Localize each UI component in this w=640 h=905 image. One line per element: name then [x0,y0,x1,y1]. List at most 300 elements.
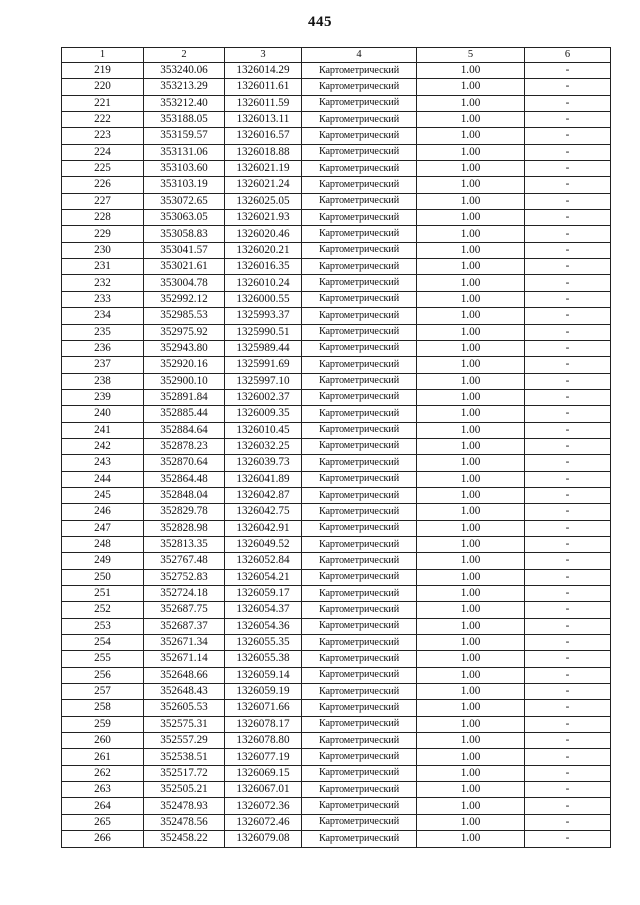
cell-point-number: 232 [62,275,144,291]
cell-accuracy: 1.00 [417,340,525,356]
cell-description: - [525,667,611,683]
cell-point-number: 247 [62,520,144,536]
cell-accuracy: 1.00 [417,782,525,798]
cell-description: - [525,635,611,651]
cell-description: - [525,814,611,830]
cell-x: 352864.48 [144,471,225,487]
cell-method: Картометрический [302,210,417,226]
cell-x: 352517.72 [144,765,225,781]
cell-accuracy: 1.00 [417,602,525,618]
cell-method: Картометрический [302,651,417,667]
cell-y: 1326020.46 [225,226,302,242]
page-number: 445 [308,14,332,30]
cell-accuracy: 1.00 [417,275,525,291]
cell-method: Картометрический [302,438,417,454]
cell-x: 353041.57 [144,242,225,258]
cell-point-number: 235 [62,324,144,340]
table-row [62,373,611,389]
cell-method: Картометрический [302,95,417,111]
table-row [62,471,611,487]
cell-method: Картометрический [302,765,417,781]
cell-point-number: 227 [62,193,144,209]
cell-method: Картометрический [302,733,417,749]
cell-point-number: 226 [62,177,144,193]
cell-method: Картометрический [302,635,417,651]
cell-method: Картометрический [302,814,417,830]
cell-x: 352985.53 [144,308,225,324]
table-row [62,79,611,95]
cell-method: Картометрический [302,782,417,798]
cell-point-number: 263 [62,782,144,798]
cell-y: 1326079.08 [225,831,302,847]
cell-x: 352752.83 [144,569,225,585]
cell-method: Картометрический [302,700,417,716]
cell-point-number: 238 [62,373,144,389]
cell-point-number: 256 [62,667,144,683]
table-row [62,242,611,258]
cell-point-number: 225 [62,161,144,177]
cell-point-number: 265 [62,814,144,830]
table-row [62,602,611,618]
table-row [62,651,611,667]
table-row [62,340,611,356]
cell-y: 1326011.59 [225,95,302,111]
cell-method: Картометрический [302,471,417,487]
cell-y: 1326042.75 [225,504,302,520]
cell-method: Картометрический [302,553,417,569]
table-body [62,63,611,848]
cell-description: - [525,504,611,520]
table-row [62,569,611,585]
cell-x: 353103.19 [144,177,225,193]
table-row [62,438,611,454]
cell-y: 1325990.51 [225,324,302,340]
cell-y: 1326013.11 [225,112,302,128]
cell-accuracy: 1.00 [417,226,525,242]
cell-y: 1326020.21 [225,242,302,258]
cell-accuracy: 1.00 [417,831,525,847]
cell-accuracy: 1.00 [417,112,525,128]
cell-point-number: 236 [62,340,144,356]
cell-y: 1326021.19 [225,161,302,177]
cell-x: 353213.29 [144,79,225,95]
cell-point-number: 241 [62,422,144,438]
cell-method: Картометрический [302,226,417,242]
cell-point-number: 244 [62,471,144,487]
cell-x: 352767.48 [144,553,225,569]
cell-description: - [525,422,611,438]
cell-point-number: 240 [62,406,144,422]
cell-y: 1326042.87 [225,487,302,503]
table-row [62,749,611,765]
cell-y: 1326055.38 [225,651,302,667]
cell-method: Картометрический [302,716,417,732]
cell-x: 353131.06 [144,144,225,160]
cell-x: 353212.40 [144,95,225,111]
cell-point-number: 229 [62,226,144,242]
cell-accuracy: 1.00 [417,733,525,749]
cell-y: 1326000.55 [225,291,302,307]
table-row [62,128,611,144]
cell-accuracy: 1.00 [417,438,525,454]
cell-point-number: 258 [62,700,144,716]
cell-description: - [525,242,611,258]
cell-accuracy: 1.00 [417,536,525,552]
cell-x: 352605.53 [144,700,225,716]
cell-x: 352813.35 [144,536,225,552]
cell-method: Картометрический [302,340,417,356]
cell-method: Картометрический [302,242,417,258]
cell-y: 1326041.89 [225,471,302,487]
table-row [62,161,611,177]
table-row [62,275,611,291]
table-row [62,814,611,830]
cell-y: 1326072.36 [225,798,302,814]
table-header-row [62,48,611,63]
cell-method: Картометрический [302,667,417,683]
cell-y: 1326054.36 [225,618,302,634]
cell-method: Картометрический [302,275,417,291]
cell-x: 353063.05 [144,210,225,226]
cell-description: - [525,144,611,160]
cell-method: Картометрический [302,357,417,373]
cell-method: Картометрический [302,520,417,536]
cell-x: 352878.23 [144,438,225,454]
cell-x: 353240.06 [144,63,225,79]
column-header-y: 3 [225,48,302,63]
cell-y: 1326059.19 [225,684,302,700]
cell-description: - [525,128,611,144]
cell-x: 352885.44 [144,406,225,422]
cell-y: 1326054.37 [225,602,302,618]
cell-accuracy: 1.00 [417,79,525,95]
table-row [62,193,611,209]
cell-point-number: 264 [62,798,144,814]
table-row [62,684,611,700]
column-header-point-number: 1 [62,48,144,63]
table-row [62,95,611,111]
cell-description: - [525,95,611,111]
cell-description: - [525,586,611,602]
cell-accuracy: 1.00 [417,487,525,503]
cell-x: 353072.65 [144,193,225,209]
table-row [62,782,611,798]
cell-accuracy: 1.00 [417,406,525,422]
cell-method: Картометрический [302,569,417,585]
table-row [62,716,611,732]
cell-y: 1326042.91 [225,520,302,536]
table-row [62,455,611,471]
table-row [62,210,611,226]
cell-point-number: 223 [62,128,144,144]
cell-point-number: 250 [62,569,144,585]
cell-description: - [525,79,611,95]
cell-method: Картометрический [302,406,417,422]
table-row [62,357,611,373]
cell-accuracy: 1.00 [417,389,525,405]
cell-method: Картометрический [302,79,417,95]
cell-accuracy: 1.00 [417,553,525,569]
table-row [62,553,611,569]
cell-description: - [525,373,611,389]
cell-point-number: 248 [62,536,144,552]
cell-x: 352671.14 [144,651,225,667]
cell-accuracy: 1.00 [417,210,525,226]
cell-point-number: 221 [62,95,144,111]
cell-description: - [525,226,611,242]
cell-description: - [525,618,611,634]
cell-x: 352848.04 [144,487,225,503]
cell-description: - [525,471,611,487]
cell-accuracy: 1.00 [417,95,525,111]
cell-x: 352992.12 [144,291,225,307]
cell-point-number: 266 [62,831,144,847]
cell-y: 1326072.46 [225,814,302,830]
cell-method: Картометрический [302,422,417,438]
cell-x: 352828.98 [144,520,225,536]
table-row [62,63,611,79]
cell-description: - [525,798,611,814]
table-row [62,504,611,520]
cell-x: 352671.34 [144,635,225,651]
cell-y: 1326077.19 [225,749,302,765]
table-row [62,112,611,128]
cell-description: - [525,112,611,128]
cell-method: Картометрический [302,161,417,177]
cell-x: 353188.05 [144,112,225,128]
cell-accuracy: 1.00 [417,684,525,700]
cell-accuracy: 1.00 [417,765,525,781]
table-row [62,798,611,814]
cell-x: 352891.84 [144,389,225,405]
cell-accuracy: 1.00 [417,308,525,324]
cell-method: Картометрический [302,389,417,405]
cell-method: Картометрический [302,602,417,618]
cell-description: - [525,487,611,503]
cell-method: Картометрический [302,798,417,814]
cell-accuracy: 1.00 [417,471,525,487]
cell-description: - [525,733,611,749]
cell-y: 1326009.35 [225,406,302,422]
cell-accuracy: 1.00 [417,242,525,258]
cell-point-number: 243 [62,455,144,471]
cell-accuracy: 1.00 [417,504,525,520]
cell-description: - [525,765,611,781]
cell-x: 353004.78 [144,275,225,291]
cell-method: Картометрический [302,487,417,503]
table-row [62,308,611,324]
table-row [62,586,611,602]
cell-y: 1326014.29 [225,63,302,79]
cell-point-number: 252 [62,602,144,618]
column-header-accuracy: 5 [417,48,525,63]
cell-y: 1325993.37 [225,308,302,324]
cell-point-number: 262 [62,765,144,781]
cell-method: Картометрический [302,504,417,520]
cell-y: 1326069.15 [225,765,302,781]
cell-point-number: 254 [62,635,144,651]
cell-point-number: 233 [62,291,144,307]
cell-method: Картометрический [302,63,417,79]
column-header-description: 6 [525,48,611,63]
cell-point-number: 246 [62,504,144,520]
cell-x: 352884.64 [144,422,225,438]
cell-point-number: 261 [62,749,144,765]
cell-description: - [525,193,611,209]
cell-y: 1325991.69 [225,357,302,373]
cell-x: 353021.61 [144,259,225,275]
table-row [62,667,611,683]
cell-point-number: 255 [62,651,144,667]
cell-y: 1326054.21 [225,569,302,585]
table-row [62,536,611,552]
cell-y: 1326021.93 [225,210,302,226]
table-row [62,422,611,438]
cell-method: Картометрический [302,308,417,324]
cell-description: - [525,63,611,79]
cell-description: - [525,716,611,732]
cell-method: Картометрический [302,618,417,634]
table-row [62,324,611,340]
cell-y: 1326010.45 [225,422,302,438]
table-row [62,700,611,716]
cell-x: 352505.21 [144,782,225,798]
cell-accuracy: 1.00 [417,798,525,814]
cell-point-number: 231 [62,259,144,275]
cell-accuracy: 1.00 [417,324,525,340]
cell-point-number: 253 [62,618,144,634]
cell-description: - [525,161,611,177]
cell-y: 1326016.57 [225,128,302,144]
cell-description: - [525,340,611,356]
cell-method: Картометрический [302,684,417,700]
cell-y: 1326059.14 [225,667,302,683]
cell-accuracy: 1.00 [417,618,525,634]
cell-description: - [525,389,611,405]
cell-description: - [525,177,611,193]
cell-y: 1326016.35 [225,259,302,275]
table-row [62,144,611,160]
cell-y: 1326055.35 [225,635,302,651]
cell-x: 352900.10 [144,373,225,389]
cell-x: 352478.93 [144,798,225,814]
cell-method: Картометрический [302,112,417,128]
cell-point-number: 234 [62,308,144,324]
cell-accuracy: 1.00 [417,667,525,683]
cell-y: 1326018.88 [225,144,302,160]
table-row [62,177,611,193]
cell-point-number: 219 [62,63,144,79]
cell-point-number: 230 [62,242,144,258]
cell-accuracy: 1.00 [417,716,525,732]
cell-point-number: 222 [62,112,144,128]
cell-accuracy: 1.00 [417,651,525,667]
cell-x: 352975.92 [144,324,225,340]
cell-accuracy: 1.00 [417,373,525,389]
cell-method: Картометрический [302,177,417,193]
cell-method: Картометрический [302,193,417,209]
cell-accuracy: 1.00 [417,814,525,830]
cell-y: 1326071.66 [225,700,302,716]
cell-y: 1326002.37 [225,389,302,405]
cell-y: 1326078.17 [225,716,302,732]
cell-accuracy: 1.00 [417,128,525,144]
cell-accuracy: 1.00 [417,635,525,651]
coordinates-table [61,47,611,848]
cell-accuracy: 1.00 [417,520,525,536]
cell-description: - [525,782,611,798]
table-row [62,487,611,503]
cell-y: 1326052.84 [225,553,302,569]
cell-accuracy: 1.00 [417,177,525,193]
cell-accuracy: 1.00 [417,422,525,438]
cell-description: - [525,520,611,536]
cell-x: 352920.16 [144,357,225,373]
cell-x: 352870.64 [144,455,225,471]
cell-x: 352829.78 [144,504,225,520]
cell-description: - [525,308,611,324]
table-row [62,765,611,781]
cell-accuracy: 1.00 [417,63,525,79]
cell-description: - [525,602,611,618]
cell-x: 353103.60 [144,161,225,177]
cell-description: - [525,553,611,569]
cell-x: 352943.80 [144,340,225,356]
cell-description: - [525,651,611,667]
cell-accuracy: 1.00 [417,291,525,307]
cell-x: 352538.51 [144,749,225,765]
cell-point-number: 228 [62,210,144,226]
cell-description: - [525,357,611,373]
cell-point-number: 224 [62,144,144,160]
cell-method: Картометрический [302,586,417,602]
table-row [62,389,611,405]
cell-description: - [525,275,611,291]
cell-y: 1326039.73 [225,455,302,471]
cell-accuracy: 1.00 [417,569,525,585]
cell-x: 352724.18 [144,586,225,602]
table-row [62,291,611,307]
cell-description: - [525,536,611,552]
cell-accuracy: 1.00 [417,749,525,765]
cell-x: 352575.31 [144,716,225,732]
cell-description: - [525,324,611,340]
cell-description: - [525,455,611,471]
table-row [62,831,611,847]
table-row [62,618,611,634]
cell-description: - [525,291,611,307]
table-row [62,259,611,275]
cell-accuracy: 1.00 [417,357,525,373]
cell-x: 352648.43 [144,684,225,700]
cell-method: Картометрический [302,324,417,340]
cell-method: Картометрический [302,455,417,471]
cell-description: - [525,831,611,847]
cell-point-number: 257 [62,684,144,700]
cell-description: - [525,210,611,226]
cell-y: 1326011.61 [225,79,302,95]
cell-x: 352557.29 [144,733,225,749]
cell-point-number: 259 [62,716,144,732]
cell-method: Картометрический [302,144,417,160]
column-header-method: 4 [302,48,417,63]
cell-point-number: 245 [62,487,144,503]
cell-x: 352687.75 [144,602,225,618]
cell-method: Картометрический [302,831,417,847]
cell-method: Картометрический [302,291,417,307]
cell-x: 352458.22 [144,831,225,847]
cell-y: 1325989.44 [225,340,302,356]
